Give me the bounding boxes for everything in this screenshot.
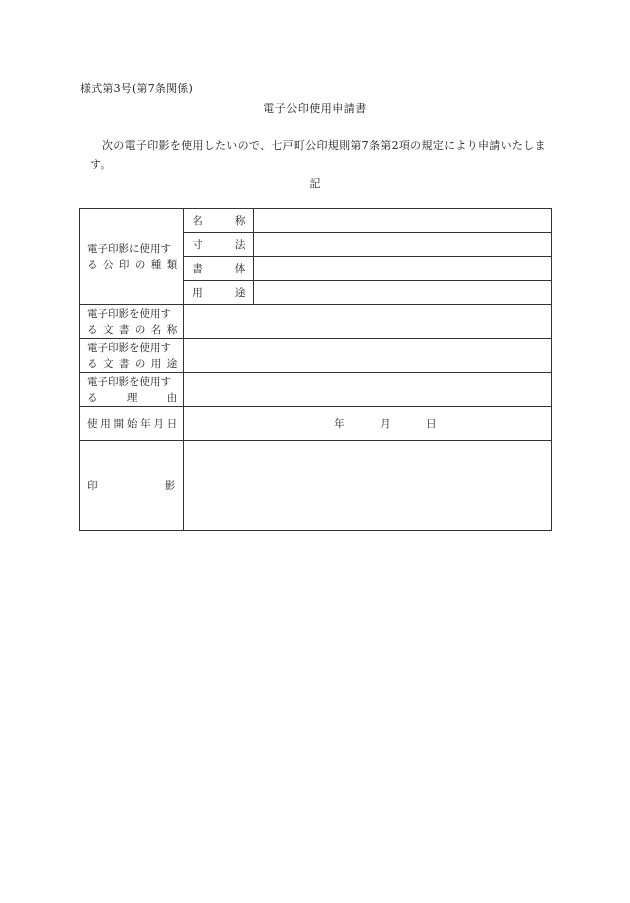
day-unit: 日 [426, 418, 437, 430]
sub-label-use: 用 途 [192, 287, 246, 299]
document-name-label-line2: る 文 書 の 名 称 [87, 323, 178, 336]
sub-label-font: 書 体 [192, 263, 246, 275]
document-use-label-line2: る 文 書 の 用 途 [87, 357, 178, 370]
document-title: 電子公印使用申請書 [263, 102, 367, 115]
document-use-label-cell [80, 339, 184, 373]
reason-label-line2: る 理 由 [87, 391, 178, 404]
document-name-label-line1: 電子印影を使用す [87, 307, 171, 320]
document-name-label-cell [80, 305, 184, 339]
document-use-label-line1: 電子印影を使用す [87, 341, 171, 354]
seal-use-value-cell[interactable] [254, 281, 552, 305]
start-date-row [80, 407, 552, 441]
seal-type-label-cell [80, 209, 184, 305]
seal-name-value-cell[interactable] [254, 209, 552, 233]
seal-impression-label-cell [80, 441, 184, 531]
document-use-value-cell[interactable] [184, 339, 552, 373]
month-unit: 月 [380, 418, 391, 430]
document-name-row [80, 305, 552, 339]
start-date-value-cell[interactable] [184, 407, 552, 441]
year-unit: 年 [334, 418, 345, 430]
ki-heading: 記 [309, 177, 321, 190]
sub-label-use-cell [184, 281, 254, 305]
seal-type-label-line2: る 公 印 の 種 類 [87, 258, 178, 271]
sub-label-size: 寸 法 [192, 239, 246, 251]
start-date-label: 使 用 開 始 年 月 日 [87, 417, 178, 430]
reason-row [80, 373, 552, 407]
document-name-value-cell[interactable] [184, 305, 552, 339]
date-units [184, 416, 551, 431]
application-table [79, 208, 552, 531]
seal-impression-row [80, 441, 552, 531]
seal-type-label-line1: 電子印影に使用す [87, 242, 171, 255]
application-statement: 次の電子印影を使用したいので、七戸町公印規則第7条第2項の規定により申請いたします。 [90, 139, 546, 171]
reason-label-line1: 電子印影を使用す [87, 375, 171, 388]
start-date-label-cell [80, 407, 184, 441]
sub-label-size-cell [184, 233, 254, 257]
reason-label-cell [80, 373, 184, 407]
seal-size-value-cell[interactable] [254, 233, 552, 257]
seal-impression-value-cell[interactable] [184, 441, 552, 531]
sub-label-font-cell [184, 257, 254, 281]
form-number-label: 様式第3号(第7条関係) [80, 82, 193, 95]
sub-label-name-cell [184, 209, 254, 233]
reason-value-cell[interactable] [184, 373, 552, 407]
document-use-row [80, 339, 552, 373]
seal-font-value-cell[interactable] [254, 257, 552, 281]
seal-name-row [80, 209, 552, 233]
seal-impression-label: 印 影 [87, 480, 176, 492]
sub-label-name: 名 称 [192, 215, 246, 227]
